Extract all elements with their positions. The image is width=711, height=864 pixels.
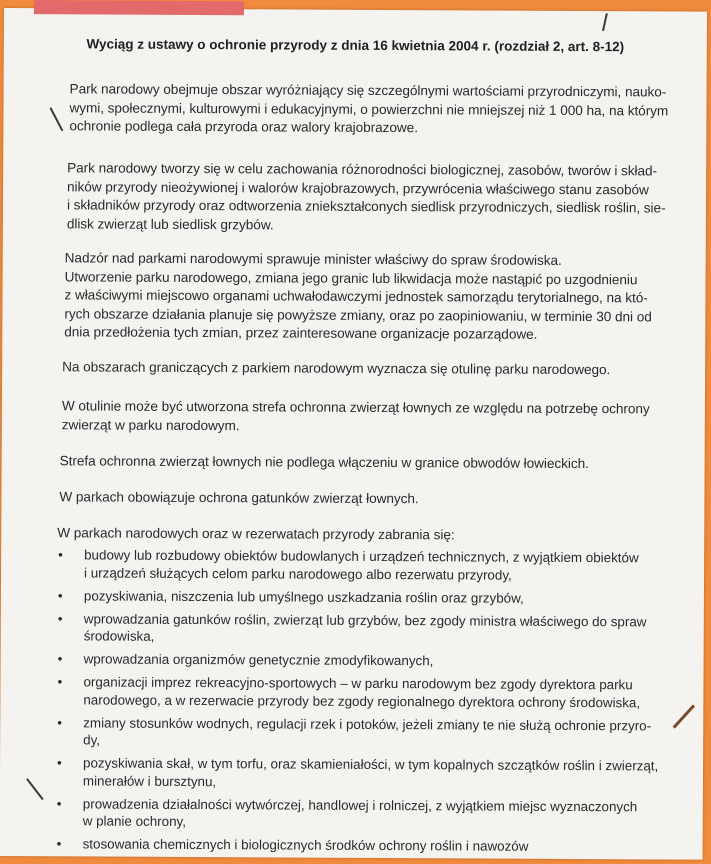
list-item [51, 610, 691, 649]
paragraph-line: rych obszarze działania planuje się powyższe zmiany, oraz po zaopiniowaniu, w terminie 30 dni od [64, 306, 652, 325]
list-item [51, 650, 691, 671]
paragraph-8 [57, 524, 689, 546]
paragraph-line: zwierząt w parku narodowym. [61, 416, 240, 433]
list-item [50, 795, 690, 834]
paragraph-line: ochronie podlega cała przyroda oraz walory krajobrazowe. [69, 118, 418, 136]
list-item-line: zmiany stosunków wodnych, regulacji rzek i potoków, jeżeli zmiany te nie służą ochronie przyro- [83, 715, 652, 734]
paragraph-line: Utworzenie parku narodowego, zmiana jego granic lub likwidacja może nastąpić po uzgodnieniu [64, 268, 638, 287]
list-item-line: środowiska, [83, 628, 155, 644]
list-item [51, 587, 691, 608]
paragraph-1 [69, 80, 699, 139]
list-item-line: minerałów i bursztynu, [82, 773, 217, 789]
paragraph-6 [60, 452, 692, 474]
paragraph-line: ników przyrody nieożywionej i walorów krajobrazowych, przywrócenia właściwego stanu zasobów [67, 178, 649, 197]
list-item-line: wprowadzania gatunków roślin, zwierząt lub grzybów, bez zgody ministra właściwego do spraw [83, 610, 647, 629]
list-item-line: organizacji imprez rekreacyjno-sportowych – w parku narodowym bez zgody dyrektora parku [83, 674, 633, 693]
paragraph-line: z właściwymi miejscowo organami uchwałodawczymi jednostek samorządu terytorialnego, na któ- [64, 287, 648, 306]
pencil-mark [602, 13, 608, 31]
list-item [50, 673, 690, 712]
paragraph-2 [67, 159, 697, 237]
list-item [50, 836, 690, 857]
bullet-icon: • [57, 587, 63, 603]
paragraph-line: Strefa ochronna zwierząt łownych nie podlega włączeniu w granice obwodów łowieckich. [59, 453, 589, 472]
document-title: Wyciąg z ustawy o ochronie przyrody z dnia 16 kwietnia 2004 r. (rozdział 2, art. 8-12) [86, 36, 625, 55]
paragraph-line: dlisk zwierząt lub siedlisk grzybów. [66, 216, 274, 233]
bullet-icon: • [57, 651, 63, 667]
paragraph-line: Nadzór nad parkami narodowymi sprawuje minister właściwy do spraw środowiska. [64, 250, 562, 268]
list-item [50, 755, 690, 794]
paragraph-line: wymi, społecznymi, kulturowymi i edukacyjnymi, o powierzchni nie mniejszej niż 1 000 ha, na którym [69, 99, 669, 119]
paragraph-line: W parkach narodowych oraz w rezerwatach przyrody zabrania się: [57, 525, 455, 543]
paragraph-7 [59, 488, 691, 510]
list-item-line: wprowadzania organizmów genetycznie zmodyfikowanych, [83, 651, 434, 669]
paragraph-5 [62, 397, 694, 437]
prohibitions-list [50, 546, 692, 862]
list-item [50, 714, 690, 753]
paragraph-line: dnia przedłożenia tych zmian, przez zainteresowane organizacje pozarządowe. [64, 324, 538, 343]
document-page [0, 8, 707, 860]
bullet-icon: • [56, 836, 62, 852]
bullet-icon: • [58, 547, 63, 563]
paragraph-3 [64, 249, 696, 345]
paragraph-line: W parkach obowiązuje ochrona gatunków zwierząt łownych. [59, 489, 419, 507]
bullet-icon: • [57, 714, 63, 731]
bullet-icon: • [57, 674, 63, 690]
list-item-line: w planie ochrony, [82, 813, 186, 830]
list-item-line: pozyskiwania skał, w tym torfu, oraz skamieniałości, w tym kopalnych szczątków roślin i zwierząt, [83, 755, 659, 774]
bullet-icon: • [56, 796, 62, 812]
pencil-mark [26, 778, 43, 800]
paragraph-line: Na obszarach graniczących z parkiem narodowym wyznacza się otulinę parku narodowego. [62, 359, 611, 378]
list-item-line: budowy lub rozbudowy obiektów budowlanych i urządzeń technicznych, z wyjątkiem obiektów [84, 547, 639, 566]
paragraph-line: W otulinie może być utworzona strefa ochronna zwierząt łownych ze względu na potrzebę ochrony [61, 398, 650, 417]
list-item [51, 546, 691, 585]
list-item-line: stosowania chemicznych i biologicznych środków ochrony roślin i nawozów [82, 836, 529, 855]
paragraph-4 [62, 358, 694, 380]
paragraph-line: i składników przyrody oraz odtworzenia zniekształconych siedlisk przyrodniczych, siedlisk roślin, sie- [66, 197, 666, 216]
paragraph-line: Park narodowy obejmuje obszar wyróżniający się szczególnymi wartościami przyrodniczymi, nauko- [69, 81, 667, 100]
top-tab [34, 0, 244, 15]
list-item-line: prowadzenia działalności wytwórczej, handlowej i rolniczej, z wyjątkiem miejsc wyznaczonych [82, 796, 638, 815]
pencil-mark [49, 107, 63, 131]
bullet-icon: • [57, 610, 63, 626]
paragraph-line: Park narodowy tworzy się w celu zachowania różnorodności biologicznej, zasobów, tworów i skład- [67, 160, 658, 179]
list-item-line: narodowego, a w rezerwacie przyrody bez zgody regionalnego dyrektora ochrony środowiska, [83, 692, 641, 711]
list-item-line: dy, [83, 732, 101, 748]
bullet-icon: • [57, 755, 62, 771]
list-item-line: i urządzeń służących celom parku narodowego albo rezerwatu przyrody, [84, 565, 512, 583]
list-item-line: pozyskiwania, niszczenia lub umyślnego uszkadzania roślin oraz grzybów, [83, 588, 524, 606]
